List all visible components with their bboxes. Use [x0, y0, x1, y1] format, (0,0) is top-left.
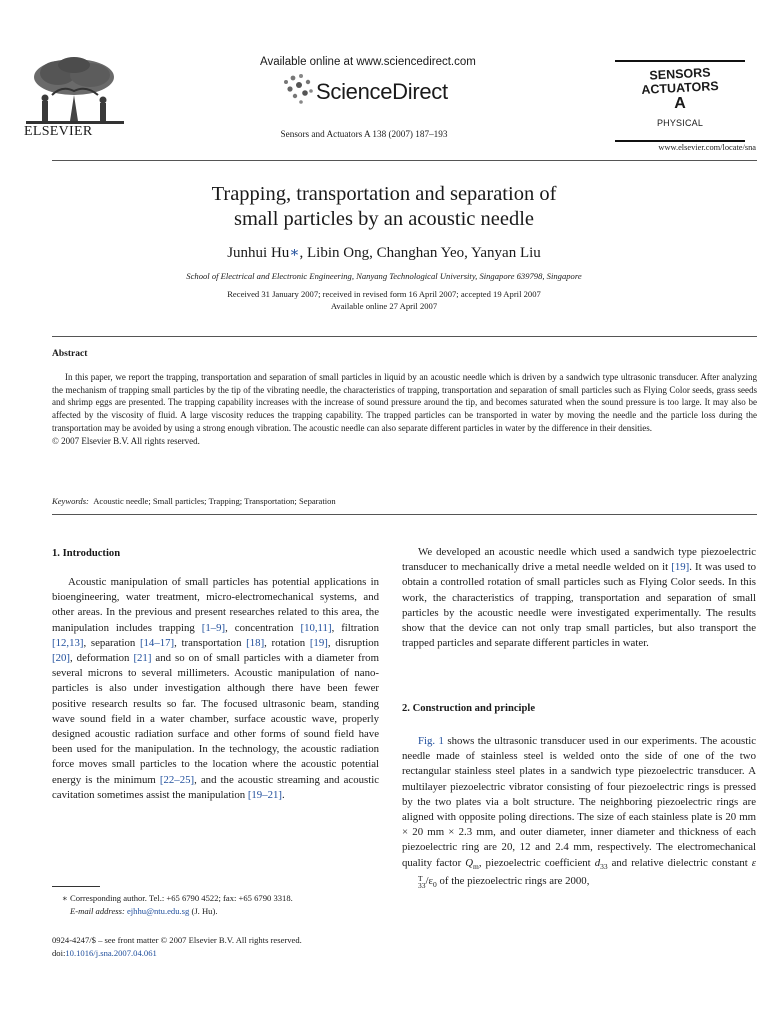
abstract-text: In this paper, we report the trapping, transportation and separation of small particles in liquid by an acoustic needle which is driven by a sandwich type ultrasonic transducer. After analyzing the mechanism of trapping small particles by the tip of the vibrating needle, the characteristics of trapping, transportation and separation of small particles such as Flying Color seeds, grass seeds and shrimp eggs are presented. The trapping capability increases with the increase of sound pressure around the tip, and becomes saturated when the sound pressure is too large. It may also be affected by the viscosity of fluid. A large viscosity reduces the trapping capability. The trapped particles can be transported in water by moving the needle and the particle loss during the transportation may be avoided by using a strong enough vibration. The acoustic needle can also separate different particles in water by the difference in their densities.: [52, 372, 757, 433]
abstract-copyright: © 2007 Elsevier B.V. All rights reserved.: [52, 435, 200, 446]
text-run: , separation: [83, 636, 140, 649]
article-title-line2: small particles by an acoustic needle: [234, 208, 534, 230]
figure-link[interactable]: Fig. 1: [418, 735, 444, 747]
publisher-name: ELSEVIER: [24, 124, 93, 139]
symbol-sub: m: [473, 861, 479, 871]
journal-logo-line2: ACTUATORS: [641, 78, 719, 98]
citation-link[interactable]: [19]: [671, 561, 690, 574]
email-label: E-mail address:: [70, 906, 125, 916]
construction-text: [402, 734, 756, 892]
author-list: [0, 243, 768, 262]
email-tail: (J. Hu).: [189, 906, 218, 916]
elsevier-tree-logo: [22, 55, 128, 127]
citation-link[interactable]: [21]: [133, 652, 152, 665]
text-run: , filtration: [331, 621, 379, 634]
symbol-sub: 33: [600, 861, 608, 871]
citation-link[interactable]: [20]: [52, 652, 70, 665]
text-run: , and the acoustic streaming and acoustic cavitation sometimes assist the manipulation: [52, 773, 379, 801]
corresponding-author-mark[interactable]: ∗: [289, 245, 300, 261]
article-title-line1: Trapping, transportation and separation of: [211, 183, 557, 205]
header-divider: [52, 160, 757, 161]
journal-logo: [615, 60, 745, 142]
citation-link[interactable]: [18]: [246, 636, 265, 649]
symbol-sub: 33: [418, 880, 426, 890]
text-run: , transportation: [174, 636, 247, 649]
text-run: and relative dielectric constant: [607, 856, 752, 869]
citation-link[interactable]: [1–9]: [201, 621, 226, 634]
introduction-text: [52, 575, 379, 803]
citation-link[interactable]: [19]: [309, 636, 328, 649]
text-run: We developed an acoustic needle which used a sandwich type piezoelectric transducer to mechanically drive a metal needle welded on it: [402, 546, 756, 574]
section-heading-construction: 2. Construction and principle: [402, 703, 536, 714]
text-run: , deformation: [70, 652, 134, 665]
title-divider: [52, 336, 757, 337]
affiliation: School of Electrical and Electronic Engineering, Nanyang Technological University, Singapore 639798, Singapore: [186, 271, 582, 281]
citation-link[interactable]: [22–25]: [159, 773, 195, 786]
symbol-sub: 0: [433, 880, 437, 890]
text-run: , piezoelectric coefficient: [478, 856, 595, 869]
journal-logo-line3: PHYSICAL: [656, 118, 704, 128]
journal-url[interactable]: www.elsevier.com/locate/sna: [658, 143, 756, 152]
symbol-d: d: [594, 856, 601, 869]
available-online-text: Available online at www.sciencedirect.com: [260, 56, 476, 68]
issn-note: 0924-4247/$ – see front matter © 2007 Elsevier B.V. All rights reserved.: [52, 935, 302, 945]
text-run: .: [282, 788, 285, 801]
section-heading-introduction: 1. Introduction: [52, 548, 121, 559]
corresponding-author-note: ∗ Corresponding author. Tel.: +65 6790 4522; fax: +65 6790 3318.: [62, 893, 293, 903]
symbol-q: Q: [465, 856, 473, 869]
text-run: /ε: [425, 874, 434, 887]
author-others: , Libin Ong, Changhan Yeo, Yanyan Liu: [299, 245, 541, 261]
symbol-sup: T: [418, 873, 423, 883]
text-run: shows the ultrasonic transducer used in our experiments. The acoustic needle made of stainless steel is welded onto the side of one of the two rectangular stainless steel plates in a sandwich type piezoelectric transducer. A multilayer piezoelectric vibrator consisting of four piezoelectric rings is pressed by the two plates via a bolt structure. The neighboring piezoelectric rings are aligned with opposite poling directions. The size of each stainless plate is 20 mm × 20 mm × 2.3 mm, and outer diameter, inner diameter and thickness of each piezoelectric ring are 20, 12 and 2.4 mm, respectively. The electromechanical quality factor: [402, 735, 756, 869]
author-first: Junhui Hu: [227, 245, 290, 261]
abstract-divider: [52, 514, 757, 515]
text-run: , concentration: [225, 621, 301, 634]
abstract-body: [52, 371, 757, 447]
abstract-heading: Abstract: [52, 349, 88, 359]
footnote-divider: [52, 886, 100, 887]
keywords-list: Acoustic needle; Small particles; Trapping; Transportation; Separation: [93, 496, 336, 506]
citation-link[interactable]: [10,11]: [300, 621, 332, 634]
received-dates: Received 31 January 2007; received in revised form 16 April 2007; accepted 19 April 2007: [227, 289, 541, 299]
keywords: [52, 496, 336, 506]
sciencedirect-wordmark: ScienceDirect: [316, 79, 448, 104]
citation-link[interactable]: [19–21]: [247, 788, 282, 801]
text-run: and so on of small particles with a diameter from several microns to several millimeters. Acoustic manipulation of nano-particles is also under investigation although there have been fewer positive research results so far. The focused ultrasonic beam, standing wave sound field in a water chamber, surface acoustic wave, properly designed acoustic radiation surface and other forms of sound field have been used for the manipulation. In the technology, the acoustic radiation force moves small particles to the location where the acoustic potential energy is the minimum: [52, 652, 379, 786]
doi-label: doi:: [52, 948, 66, 958]
journal-logo-line1: SENSORS: [649, 65, 711, 83]
email-note: [70, 906, 218, 916]
journal-logo-letter: A: [674, 95, 686, 112]
doi-note: [52, 948, 157, 958]
citation-link[interactable]: [12,13]: [52, 636, 84, 649]
symbol-epsilon: ε: [751, 856, 757, 869]
email-link[interactable]: ejhhu@ntu.edu.sg: [126, 906, 190, 916]
text-run: of the piezoelectric rings are 2000,: [436, 874, 590, 887]
available-online-date: Available online 27 April 2007: [330, 301, 438, 311]
text-run: , disruption: [327, 636, 380, 649]
keywords-label: Keywords:: [52, 496, 89, 506]
intro-continued-text: [402, 545, 756, 651]
journal-reference: Sensors and Actuators A 138 (2007) 187–193: [280, 129, 448, 139]
doi-link[interactable]: 10.1016/j.sna.2007.04.061: [65, 948, 157, 958]
citation-link[interactable]: [14–17]: [139, 636, 175, 649]
text-run: . It was used to obtain a controlled rotation of small particles such as Flying Color seeds. In this work, the characteristics of trapping, transportation and separation of small particles by the acoustic needle were investigated experimentally. The results show that the device can not only trap small particles, but also transport the trapped particles and separate different particles in water.: [402, 561, 756, 650]
text-run: Acoustic manipulation of small particles has potential applications in bioengineering, water treatment, micro-electromechanical systems, and other areas. In the previous and present researches related to this area, the manipulation includes trapping: [52, 576, 379, 634]
text-run: , rotation: [264, 636, 310, 649]
